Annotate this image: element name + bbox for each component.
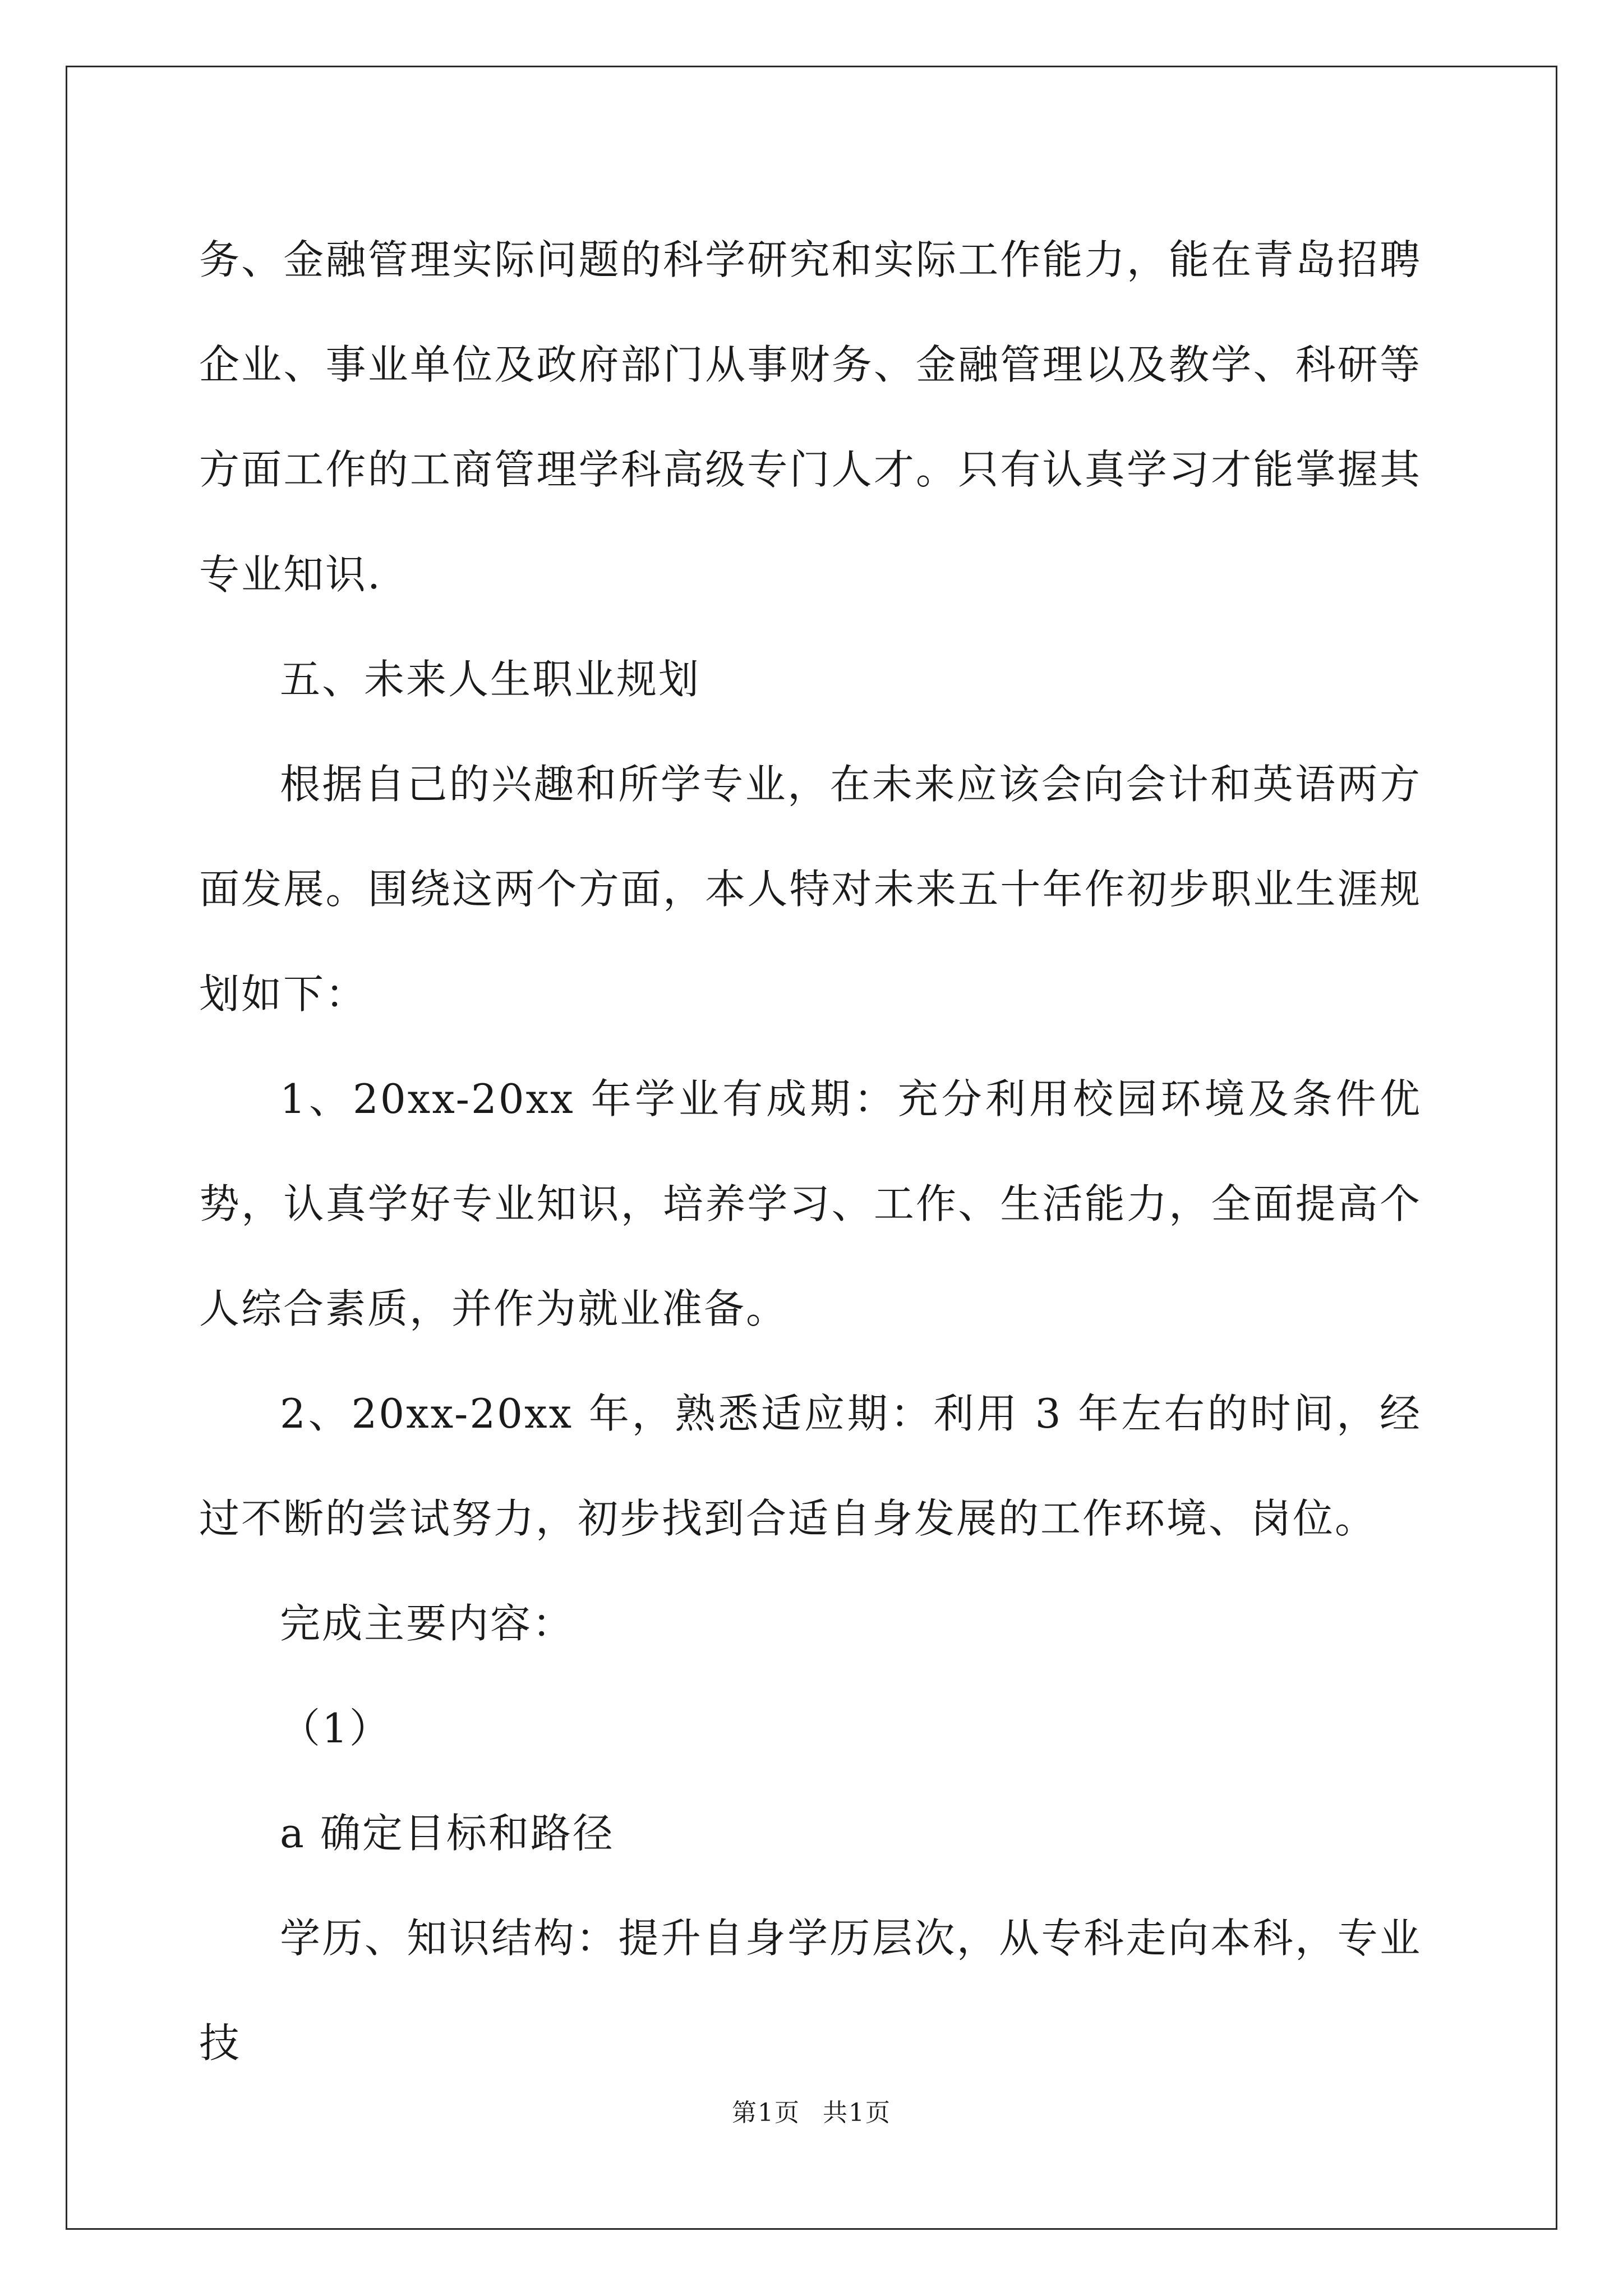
page-number: 第1页 [732,2099,800,2127]
paragraph-8: a 确定目标和路径 [280,1810,615,1857]
page-total: 共1页 [823,2099,891,2127]
paragraph-5: 2、20xx-20xx 年，熟悉适应期：利用 3 年左右的时间，经过不断的尝试努力，初步找到合适自身发展的工作环境、岗位。 [199,1390,1422,1542]
paragraph-3: 根据自己的兴趣和所学专业，在未来应该会向会计和英语两方面发展。围绕这两个方面，本人特对未来五十年作初步职业生涯规划如下： [199,761,1422,1018]
paragraph-4: 1、20xx-20xx 年学业有成期：充分利用校园环境及条件优势，认真学好专业知识，培养学习、工作、生活能力，全面提高个人综合素质，并作为就业准备。 [199,1075,1422,1332]
page-footer [0,2092,1623,2128]
paragraph-6: 完成主要内容： [280,1600,575,1647]
paragraph-9: 学历、知识结构：提升自身学历层次，从专科走向本科，专业技 [199,1915,1422,2067]
paragraph-1: 务、金融管理实际问题的科学研究和实际工作能力，能在青岛招聘 企业、事业单位及政府部门从事财务、金融管理以及教学、科研等方面工作的工商管理学科高级专门人才。只有认真学习才能掌握其专业知识. [199,236,1422,598]
document-body [199,208,1422,2096]
paragraph-heading-section-5: 五、未来人生职业规划 [280,656,701,703]
paragraph-7: （1） [280,1705,391,1752]
